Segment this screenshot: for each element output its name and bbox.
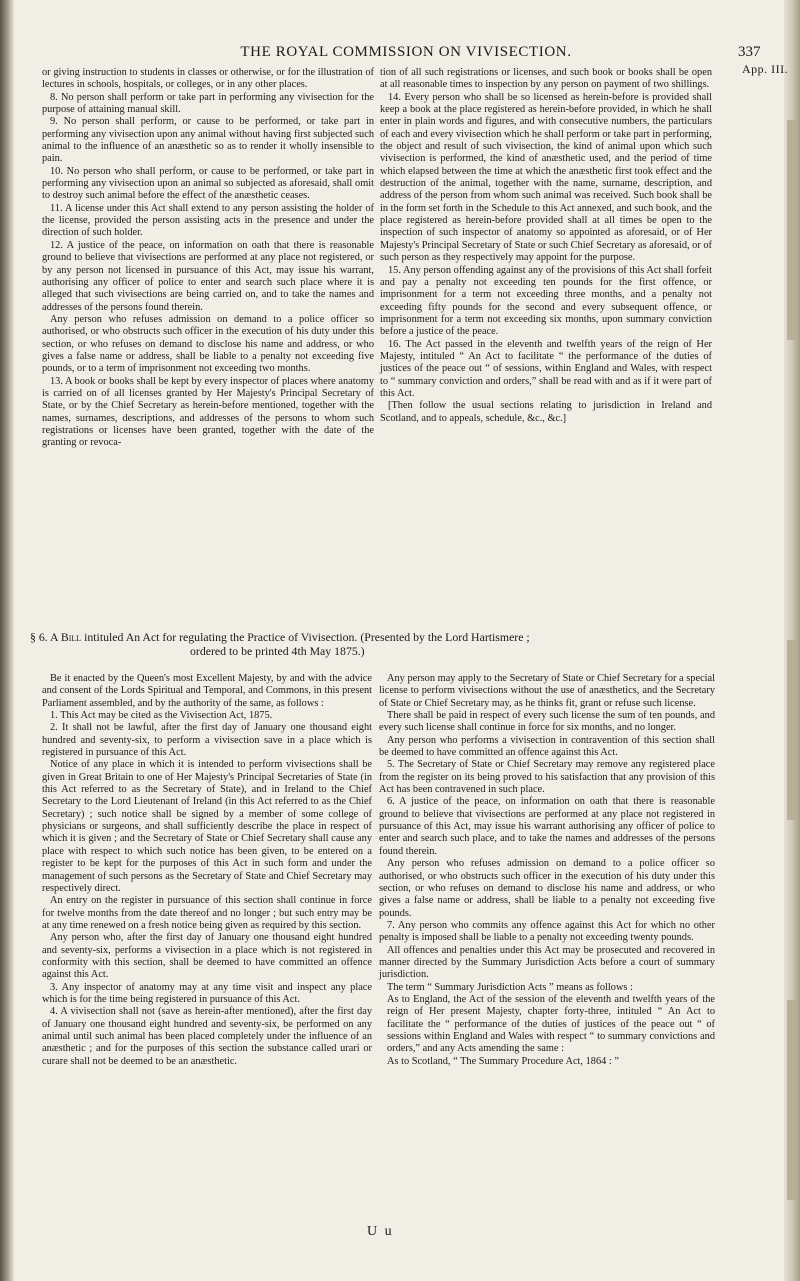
- book-binding-shadow: [0, 0, 14, 1281]
- paragraph: 5. The Secretary of State or Chief Secretary may remove any registered place from the register on its being proved to his satisfaction that any provision of this Act has been contravened in such place.: [379, 759, 715, 796]
- paragraph: 15. Any person offending against any of the provisions of this Act shall forfeit and pay a penalty not exceeding ten pounds for the first offence, or imprisonment for a term not exceeding three months, and a penalty not exceeding fifty pounds for the second and every subsequent offence, or imprisonment for a term not exceeding six months, upon summary conviction before a justice of the peace.: [380, 264, 712, 338]
- paragraph: 11. A license under this Act shall extend to any person assisting the holder of the license, provided the person assisting acts in the presence and under the direction of such holder.: [42, 202, 374, 239]
- section-prefix: § 6. A: [30, 630, 58, 644]
- paragraph: 1. This Act may be cited as the Vivisection Act, 1875.: [50, 710, 273, 722]
- appendix-marker: App. III.: [742, 62, 789, 76]
- paragraph: There shall be paid in respect of every such license the sum of ten pounds, and every such license shall continue in force for six months, and no longer.: [379, 710, 715, 734]
- paragraph: Any person who, after the first day of January one thousand eight hundred and seventy-six, performs a vivisection in a place which is not registered in conformity with this section, shall be deemed to have committed an offence against this Act.: [42, 932, 372, 981]
- paragraph: tion of all such registrations or licenses, and such book or books shall be open at all reasonable times to inspection by any person on payment of two shillings.: [380, 67, 712, 91]
- paragraph: Any person may apply to the Secretary of State or Chief Secretary for a special license to perform vivisections without the use of anæsthetics, and the Secretary of State or Chief Secretary may, as he thinks fit, grant or refuse such license.: [379, 673, 715, 709]
- paragraph: 4. A vivisection shall not (save as herein-after mentioned), after the first day of January one thousand eight hundred and seventy-six, be performed on any animal until such animal has been placed completely under the influence of an anæsthetic ; and for the purposes of this section the substance called urari or curare shall not be deemed to be an anæsthetic.: [42, 1006, 372, 1067]
- paragraph: 16. The Act passed in the eleventh and twelfth years of the reign of Her Majesty, intituled “ An Act to facilitate “ the performance of the duties of justices of the peace out “ of sessions, within England and Wales, with respect to “ summary conviction and orders,” shall be read with and as if it were part of this Act.: [380, 338, 712, 399]
- paragraph: 9. No person shall perform, or cause to be performed, or take part in performing any vivisection upon any animal without having first subjected such animal to the influence of an anæsthetic so as to render it wholly insensible to pain.: [42, 116, 374, 165]
- edge-stain: [787, 1000, 797, 1200]
- upper-left-column: [42, 67, 374, 450]
- paragraph: 7. Any person who commits any offence against this Act for which no other penalty is imposed shall be liable to a penalty not exceeding twenty pounds.: [379, 919, 715, 944]
- page-edge: [784, 0, 800, 1281]
- paragraph: or giving instruction to students in classes or otherwise, or for the illustration of lectures in schools, hospitals, or colleges, or in any other places.: [42, 67, 374, 91]
- paragraph: 10. No person who shall perform, or cause to be performed, or take part in performing any vivisection upon an animal so subjected as aforesaid, shall omit to destroy such animal before the effect of the anæsthetic ceases.: [42, 165, 374, 202]
- paragraph: As to Scotland, “ The Summary Procedure Act, 1864 : ”: [387, 1055, 619, 1067]
- paragraph: Notice of any place in which it is intended to perform vivisections shall be given in Great Britain to one of Her Majesty's Principal Secretaries of State (in this Act referred to as the Secretary of State), and in Ireland to the Chief Secretary to the Lord Lieutenant of Ireland (in this Act referred to as the Chief Secretary) ; such notice shall be signed by a member of some college of physicians or surgeons, and shall sufficiently describe the place in respect of which it is given ; and the Secretary of State or Chief Secretary shall cause any place with respect to which such notice has been given, to be entered on a register to be kept for the purposes of this Act in such form and under the management of such persons as the Secretary of State and Chief Secretary may respectively direct.: [42, 759, 372, 894]
- running-head: THE ROYAL COMMISSION ON VIVISECTION.: [240, 44, 572, 60]
- lower-right-column: [379, 673, 715, 1068]
- paragraph: 13. A book or books shall be kept by every inspector of places where anatomy is carried on of all licenses granted by Her Majesty's Principal Secretary of State, or by the Chief Secretary as herein-before mentioned, together with the names, surnames, descriptions, and addresses of the persons to whom such registrations or licenses have been granted, together with the date of the granting or revoca-: [42, 375, 374, 449]
- lower-left-column: [42, 673, 372, 1068]
- paragraph: 3. Any inspector of anatomy may at any time visit and inspect any place which is for the time being registered in pursuance of this Act.: [42, 981, 372, 1005]
- page-number: 337: [738, 44, 761, 60]
- paragraph: 14. Every person who shall be so licensed as herein-before is provided shall keep a book at the place registered as herein-before provided, in which he shall enter in plain words and figures, and with consecutive numbers, the particulars of each and every vivisection which he shall perform or take part in performing, the object and result of such vivisection, the kind of animal upon which such vivisection is performed, the kind of anæsthetic used, and the period of time which elapsed between the time at which the anæsthetic first took effect and the destruction of the animal, together with the name, surname, description, and address of the person from whom such animal was received. Such book shall be in the form set forth in the Schedule to this Act annexed, and such book, and the place registered as herein-before provided shall at all times be open to the inspection of such inspector of anatomy so appointed as aforesaid, or of Her Majesty's Principal Secretary of State or such Chief Secretary as aforesaid, or of such person as they respectively may appoint for the purpose.: [380, 91, 712, 264]
- paragraph: 8. No person shall perform or take part in performing any vivisection for the purpose of attaining manual skill.: [42, 91, 374, 116]
- paragraph: 6. A justice of the peace, on information on oath that there is reasonable ground to believe that vivisections are performed at any place not registered in pursuance of this Act, may issue his warrant authorising any officer of police to enter and search such place, and to take the names and addresses of the persons found therein.: [379, 796, 715, 857]
- section-heading: [30, 630, 730, 658]
- signature-mark: U u: [367, 1224, 394, 1239]
- edge-stain: [787, 120, 797, 340]
- paragraph: All offences and penalties under this Act may be prosecuted and recovered in manner directed by the Summary Jurisdiction Acts before a court of summary jurisdiction.: [379, 944, 715, 981]
- paragraph: [Then follow the usual sections relating to jurisdiction in Ireland and Scotland, and to appeals, schedule, &c., &c.]: [380, 400, 712, 424]
- paragraph: An entry on the register in pursuance of this section shall continue in force for twelve months from the date thereof and no longer ; but such entry may be at any time renewed on a fresh notice being given as required by this section.: [42, 895, 372, 931]
- paragraph: Be it enacted by the Queen's most Excellent Majesty, by and with the advice and consent of the Lords Spiritual and Temporal, and Commons, in this present Parliament assembled, and by the authority of the same, as follows :: [42, 673, 372, 709]
- upper-right-column: [380, 67, 712, 425]
- paragraph: As to England, the Act of the session of the eleventh and twelfth years of the reign of Her present Majesty, chapter forty-three, intituled “ An Act to facilitate the “ performance of the duties of justices of the peace out “ of sessions within England and Wales with respect “ to summary convictions and orders,” and any Acts amending the same :: [387, 993, 715, 1055]
- section-title: intituled An Act for regulating the Practice of Vivisection. (Presented by the Lord Hartismere ;: [84, 630, 530, 644]
- paragraph: 12. A justice of the peace, on information on oath that there is reasonable ground to believe that vivisections are performed at any place not registered, or by any person not licensed in pursuance of this Act, may issue his warrant, authorising any officer of police to enter and search such place where it is alleged that such vivisections are being carried on, and to take the names and addresses of the persons found therein.: [42, 239, 374, 313]
- edge-stain: [787, 640, 797, 820]
- bill-word: Bill: [60, 630, 82, 644]
- section-order-line: ordered to be printed 4th May 1875.): [190, 644, 365, 658]
- paragraph: The term “ Summary Jurisdiction Acts ” means as follows :: [387, 981, 633, 993]
- paragraph: Any person who refuses admission on demand to a police officer so authorised, or who obstructs such officer in the execution of his duty under this section, or who refuses on demand to disclose his name and address, or who gives a false name or address, shall be liable to a penalty not exceeding five pounds, or to a term of imprisonment not exceeding two months.: [42, 313, 374, 375]
- paragraph: 2. It shall not be lawful, after the first day of January one thousand eight hundred and seventy-six, to perform a vivisection save in a place which is registered in pursuance of this Act.: [42, 722, 372, 759]
- paragraph: Any person who performs a vivisection in contravention of this section shall be deemed to have committed an offence against this Act.: [379, 734, 715, 759]
- paragraph: Any person who refuses admission on demand to a police officer so authorised, or who obstructs such officer in the execution of his duty under this section, or who refuses on demand to disclose his name and address, or who gives a false name or address, shall be liable to a penalty not exceeding five pounds.: [379, 858, 715, 919]
